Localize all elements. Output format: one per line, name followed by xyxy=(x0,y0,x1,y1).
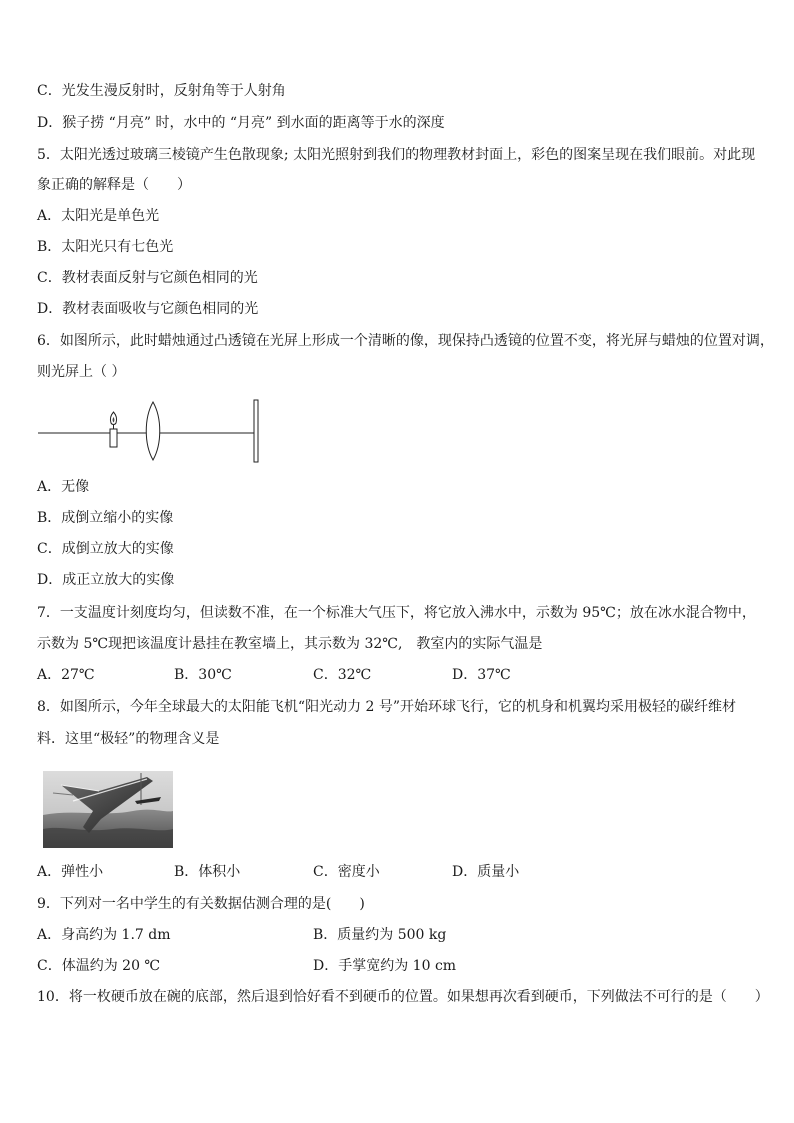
lens-diagram xyxy=(38,398,268,464)
q6-option-c: C．成倒立放大的实像 xyxy=(37,541,174,557)
q6-option-a: A．无像 xyxy=(37,479,90,495)
convex-lens xyxy=(146,402,160,460)
q7-option-a: A．27℃ xyxy=(37,667,95,683)
q8-stem-line1: 8．如图所示，今年全球最大的太阳能飞机“阳光动力 2 号”开始环球飞行，它的机身和机翼均采用极轻的碳纤维材 xyxy=(37,699,737,715)
q8-option-a: A．弹性小 xyxy=(37,864,104,880)
q8-option-d: D．质量小 xyxy=(452,864,520,880)
q6-stem-line2: 则光屏上（ ） xyxy=(37,364,126,380)
q9-stem: 9．下列对一名中学生的有关数据估测合理的是( ) xyxy=(37,896,365,912)
q5-option-d: D．教材表面吸收与它颜色相同的光 xyxy=(37,301,259,317)
q7-option-b: B．30℃ xyxy=(174,667,232,683)
q8-option-c: C．密度小 xyxy=(313,864,380,880)
q7-option-c: C．32℃ xyxy=(313,667,372,683)
q10-stem: 10．将一枚硬币放在碗的底部，然后退到恰好看不到硬币的位置。如果想再次看到硬币，下列做法不可行的是（ ） xyxy=(37,989,769,1005)
q8-option-b: B．体积小 xyxy=(174,864,241,880)
q9-options-row1 xyxy=(37,925,757,945)
q5-option-a: A．太阳光是单色光 xyxy=(37,208,160,224)
q9-option-d: D．手掌宽约为 10 cm xyxy=(313,958,457,974)
q9-options-row2 xyxy=(37,956,757,976)
solar-plane-photo xyxy=(43,771,173,848)
q7-stem-line2: 示数为 5℃现把该温度计悬挂在教室墙上，其示数为 32℃, 教室内的实际气温是 xyxy=(37,636,543,652)
q6-option-d: D．成正立放大的实像 xyxy=(37,572,175,588)
q7-options-row xyxy=(37,665,757,685)
q4-option-c: C．光发生漫反射时，反射角等于人射角 xyxy=(37,83,286,99)
light-screen xyxy=(254,400,258,462)
candle xyxy=(110,412,117,447)
q5-option-b: B．太阳光只有七色光 xyxy=(37,239,174,255)
q7-option-d: D．37℃ xyxy=(452,667,511,683)
q9-option-a: A．身高约为 1.7 dm xyxy=(37,927,171,943)
q8-stem-line2: 料．这里“极轻”的物理含义是 xyxy=(37,731,220,747)
q9-option-b: B．质量约为 500 kg xyxy=(313,927,447,943)
q5-option-c: C．教材表面反射与它颜色相同的光 xyxy=(37,270,258,286)
q7-stem-line1: 7．一支温度计刻度均匀，但读数不准，在一个标准大气压下，将它放入沸水中，示数为 95℃；放在冰水混合物中， xyxy=(37,605,756,621)
q4-option-d: D．猴子捞 “月亮” 时，水中的 “月亮” 到水面的距离等于水的深度 xyxy=(37,115,445,131)
q8-options-row xyxy=(37,862,757,882)
q9-option-c: C．体温约为 20 ℃ xyxy=(37,958,161,974)
q6-stem-line1: 6．如图所示，此时蜡烛通过凸透镜在光屏上形成一个清晰的像，现保持凸透镜的位置不变，将光屏与蜡烛的位置对调， xyxy=(37,333,774,349)
q5-stem-line2: 象正确的解释是（ ） xyxy=(37,177,191,193)
q6-option-b: B．成倒立缩小的实像 xyxy=(37,510,174,526)
q5-stem-line1: 5．太阳光透过玻璃三棱镜产生色散现象; 太阳光照射到我们的物理教材封面上，彩色的图案呈现在我们眼前。对此现 xyxy=(37,147,756,163)
